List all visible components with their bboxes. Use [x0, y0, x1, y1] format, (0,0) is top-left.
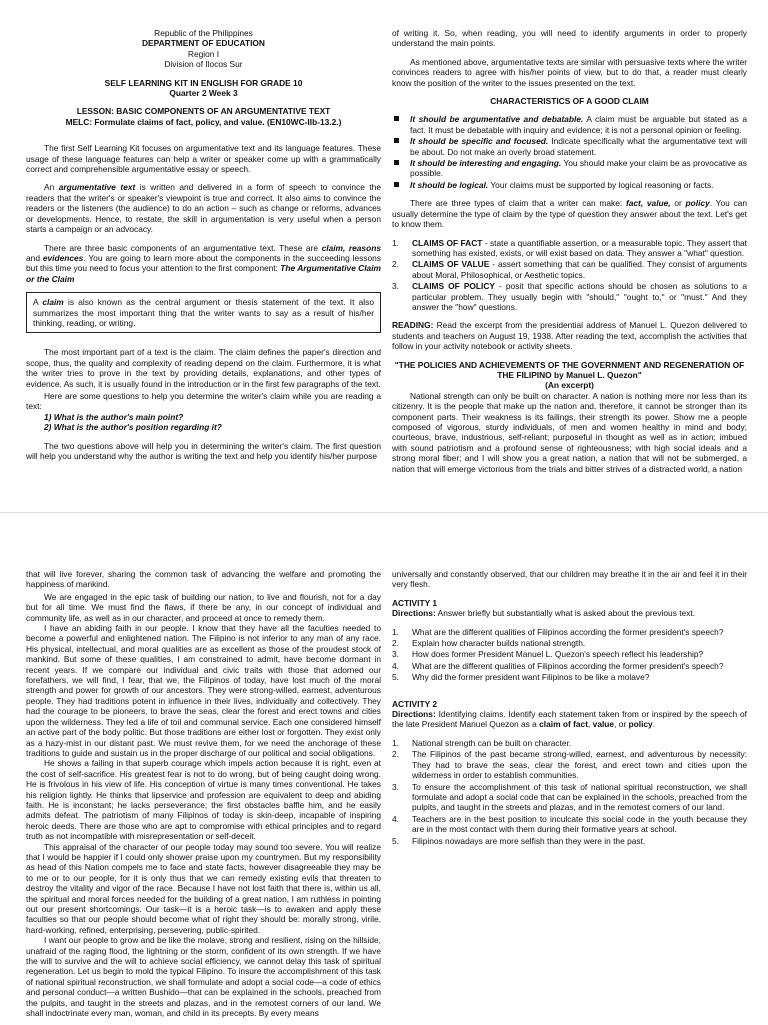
page-2-right-column — [392, 569, 747, 854]
claim-types-list — [392, 238, 747, 313]
lesson-title: LESSON: BASIC COMPONENTS OF AN ARGUMENTATIVE TEXT — [76, 106, 331, 117]
characteristics-title: CHARACTERISTICS OF A GOOD CLAIM — [490, 96, 649, 107]
activity-2-item: 1. National strength can be built on character. — [392, 737, 572, 748]
claim-definition-box: A claim is also known as the central argument or thesis statement of the text. It also summarizes the most important thing that the writer wants to say as a result of his/her thinking, reading, or writing. — [26, 292, 381, 333]
argumentative-text-paragraph: An argumentative text is written and delivered in a form of speech to convince the readers that the writer's or speaker's viewpoint is true and correct. It also aims to convince the readers or the listeners (the audience) to do an action – such as change or reforms, advances or developments. Hence, to restate, the skill in argumentation is very useful when a person starts a campaign or an advocacy. — [26, 182, 381, 235]
two-questions-paragraph: The two questions above will help you in determining the writer's claim. The first question will help you understand why the author is writing the text and help you identify his/her purpose — [26, 440, 381, 461]
speech-ending: universally and constantly observed, that our children may breathe it in the air and feel it in their very flesh. — [392, 569, 747, 590]
page-1-left-column — [26, 28, 381, 469]
questions-intro: Here are some questions to help you determine the writer's claim while you are reading a text: — [26, 390, 381, 412]
activity-2-title: ACTIVITY 2 — [392, 698, 437, 709]
activity-1-item: 1. What are the different qualities of Filipinos according the former president's speech? — [392, 626, 724, 637]
mentioned-paragraph: As mentioned above, argumentative texts are similar with persuasive texts where the writer convinces readers to agree with his/her points of view, but to do that, a reader must clearly know the position of the writer to the issues presented on the text. — [392, 56, 748, 88]
activity-2-item: 5. Filipinos nowadays are more selfish than they were in the past. — [392, 835, 646, 846]
header-republic: Republic of the Philippines — [154, 28, 253, 38]
characteristic-item: It should be argumentative and debatable. A claim must be arguable but stated as a fact. It must be debatable with inquiry and evidence; it is not a personal opinion or feeling. — [392, 114, 747, 135]
characteristic-item: It should be specific and focused. Indicate specifically what the argumentative text will be about. Do not make an overly broad statement. — [392, 136, 747, 157]
speech-faith-paragraph: I have an abiding faith in our people. I know that they have all the faculties needed to become a powerful and enlightened nation. The Filipino is not inferior to any man of any race. His physical, intellectual, and moral qualities are as excellent as those of the proudest stock of mankind. But some of these qualities, I am constrained to admit, have become dormant in recent years. If we compare our individual and civic traits with those that adorned our forefathers, we will find, I fear, that we, the Filipinos of today, have lost much of the moral strength and power for growth of our ancestors. They were strong-willed, earnest, adventurous people. They had traditions potent in influence in their lives, individually and collectively. They had the courage to be pioneers, to brave the seas, clear the forest and erect towns and cities upon the wilderness. They led a life of toil and communal service. Each one considered himself an active part of the body politic. But those traditions are either lost or forgotten. They exist only as a hazy-mist in our distant past. We must revive them, for we need the anchorage of these traditions to guide and sustain us in the proper discharge of our political and social obligations. — [26, 623, 381, 758]
claim-types-paragraph: There are three types of claim that a writer can make: fact, value, or policy. You can usually determine the type of claim by the type of question they answer about the text. Let's get to know them. — [392, 198, 747, 230]
speech-subtitle: (An excerpt) — [545, 380, 594, 391]
purpose-continued: of writing it. So, when reading, you will need to identify arguments in order to properly understand the main points. — [392, 28, 747, 49]
speech-appraisal-paragraph: This appraisal of the character of our people today may sound too severe. You will realize that I would be happier if I could only shower praise upon my countrymen. But my responsibility as head of this Nation compels me to face and state facts, however disagreeable they may be to me or to our people, for it is only thus that we can remedy existing evils that threaten to destroy the vitality and vigor of the race. Because I have not lost faith that there is, within us all, the spiritual and moral forces needed for the building of a great nation, I am ruthless in pointing out our present shortcomings. Our task—it is a heroic task—is to awaken and apply these faculties so that our people should become what of right they should be: morally strong, virile, hard-working, refined, enterprising, persevering, public-spirited. — [26, 841, 381, 935]
question-1: 1) What is the author's main point? — [44, 411, 184, 422]
reading-instructions: READING: Read the excerpt from the presidential address of Manuel L. Quezon delivered to students and teachers on August 19, 1938. After reading the text, accomplish the activities that follow in your activity notebook or activity sheets. — [392, 320, 747, 352]
claim-type-item: 1. CLAIMS OF FACT - state a quantifiable assertion, or a measurable topic. They assert that something has existed, exists, or will exist based on data. They answer a "what" question. — [392, 237, 747, 258]
question-2: 2) What is the author's position regarding it? — [44, 422, 222, 433]
activity-1-item: 5. Why did the former president want Filipinos to be like a molave? — [392, 672, 650, 683]
page-1 — [0, 0, 768, 512]
speech-paragraph-1: National strength can only be built on character. A nation is nothing more nor less than its citizenry. It is the people that make up the nation and, therefore, it cannot be stronger than its component parts. Their weakness is its failings, their strength its power. Show me a people composed of vigorous, sturdy individuals, of men and women healthy in mind and body; courteous, brave, industrious, self-reliant; purposeful in thought as well as in action; imbued with sound patriotism and a profound sense of righteousness; with high social ideals and a strong moral fiber; and I will show you a great nation, a nation that will not be submerged, a nation that will emerge victorious from the trials and bitter strives of a distracted world, a nation — [392, 390, 747, 474]
header-region: Region I — [187, 48, 220, 59]
activity-2-statements — [392, 738, 747, 846]
speech-molave-paragraph: I want our people to grow and be like the molave, strong and resilient, rising on the hillside, unafraid of the raging flood, the lightning or the storm, confident of its own strength. If we have the will to survive and the will to achieve social efficiency, we cannot delay this task of spiritual regeneration. Let us begin to mold the typical Filipino. To insure the accomplishment of this task of national spiritual reconstruction, we shall formulate and adopt a social code—a code of ethics and personal conduct—a written Bushido—that can be explained in the schools, preached from the pulpits, and taught in the streets and plazas, and in the remotest corners of our land. We shall indoctrinate every man, woman, and child in its precepts. By every means — [26, 935, 381, 1019]
speech-failing-paragraph: He shows a failing in that superb courage which impels action because it is right, even at the cost of self-sacrifice. His greatest fear is not to do wrong, but of being caught doing wrong. He is frivolous in his view of life. His conception of virtue is many times conventional. He takes his religion lightly. He thinks that lipservice and profession are equivalent to deep and abiding faith. He is inconstant; he lacks perseverance; the first obstacles baffle him, and he easily admits defeat. The patriotism of many Filipinos of today is skin-deep, incapable of inspiring heroic deeds. There are those who are apt to compromise with ethical principles and to regard truth as not incompatible with misrepresentation or self-deceit. — [26, 758, 381, 842]
header-kit-title: SELF LEARNING KIT IN ENGLISH FOR GRADE 10 — [104, 77, 303, 88]
activity-2-directions: Directions: Identifying claims. Identify each statement taken from or inspired by the speech of the late President Manuel Quezon as a claim of fact, value, or policy. — [392, 709, 747, 730]
important-part-paragraph: The most important part of a text is the claim. The claim defines the paper's direction and scope, thus, the quality and complexity of reading depend on the claim. Furthermore, it is what the writer tries to prove in the text by providing details, explanations, and other types of evidence. As such, it is usually found in the introduction or in the first few paragraphs of the text. — [26, 347, 381, 389]
page-2 — [0, 512, 768, 1025]
claim-type-item: 3. CLAIMS OF POLICY - posit that specific actions should be chosen as solutions to a particular problem. They usually begin with "should," "ought to," or "must." And they answer the "how" questions. — [392, 281, 747, 312]
activity-2-item: 4. Teachers are in the best position to inculcate this social code in the youth because they are in the most contact with them during their formative years at school. — [392, 813, 747, 835]
speech-epic-paragraph: We are engaged in the epic task of building our nation, to live and flourish, not for a day but for all time. We must find the flaws, if there be any, in our concept of individual and community life, as well as in our character, and proceed at once to remedy them. — [26, 591, 381, 623]
activity-1-questions — [392, 627, 747, 683]
activity-1-item: 3. How does former President Manuel L. Quezon's speech reflect his leadership? — [392, 649, 704, 660]
activity-1-item: 4. What are the different qualities of Filipinos according the former president's speech? — [392, 660, 724, 671]
activity-2-item: 2. The Filipinos of the past became strong-willed, earnest, and adventurous by necessity: They had to brave the seas, clear the forest, and erect town and cities upon the wilderness in order to establish communities. — [392, 749, 747, 781]
melc-line: MELC: Formulate claims of fact, policy, and value. (EN10WC-IIb-13.2.) — [65, 116, 342, 127]
activity-1-title: ACTIVITY 1 — [392, 597, 437, 608]
header-division: Division of Ilocos Sur — [164, 59, 243, 70]
characteristic-item: It should be interesting and engaging. You should make your claim be as provocative as possible. — [392, 158, 747, 179]
characteristics-list — [392, 114, 747, 190]
activity-1-directions: Directions: Answer briefly but substantially what is asked about the previous text. — [392, 608, 696, 619]
claim-type-item: 2. CLAIMS OF VALUE - assert something that can be qualified. They consist of arguments about Moral, Philosophical, or Aesthetic topics. — [392, 259, 747, 280]
page-1-right-column — [392, 28, 747, 482]
speech-title: "THE POLICIES AND ACHIEVEMENTS OF THE GOVERNMENT AND REGENERATION OF THE FILIPINO by Manuel L. Quezon" — [394, 359, 745, 380]
activity-1-item: 2. Explain how character builds national strength. — [392, 638, 586, 649]
speech-continued: that will live forever, sharing the common task of advancing the welfare and promoting the happiness of mankind. — [26, 569, 381, 590]
activity-2-item: 3. To ensure the accomplishment of this task of national spiritual reconstruction, we shall formulate and adopt a social code that can be explained in the schools, preached from the pulpits, and taught in the streets and plazas, and in the remotest corners of our land. — [392, 781, 747, 813]
page-2-left-column — [26, 569, 381, 1018]
header-quarter: Quarter 2 Week 3 — [169, 88, 238, 99]
intro-paragraph: The first Self Learning Kit focuses on argumentative text and its language features. These usage of these language features can help a writer or speaker come up with a grammatically correct and comprehensible argumentative essay or speech. — [26, 143, 381, 175]
header-department: DEPARTMENT OF EDUCATION — [142, 38, 265, 49]
characteristic-item: It should be logical. Your claims must be supported by logical reasoning or facts. — [392, 180, 747, 190]
components-paragraph: There are three basic components of an argumentative text. These are claim, reasons and evidences. You are going to learn more about the components in the succeeding lessons but this time you need to focus your attention to the first component: The Argumentative Claim or the Claim — [26, 242, 381, 284]
